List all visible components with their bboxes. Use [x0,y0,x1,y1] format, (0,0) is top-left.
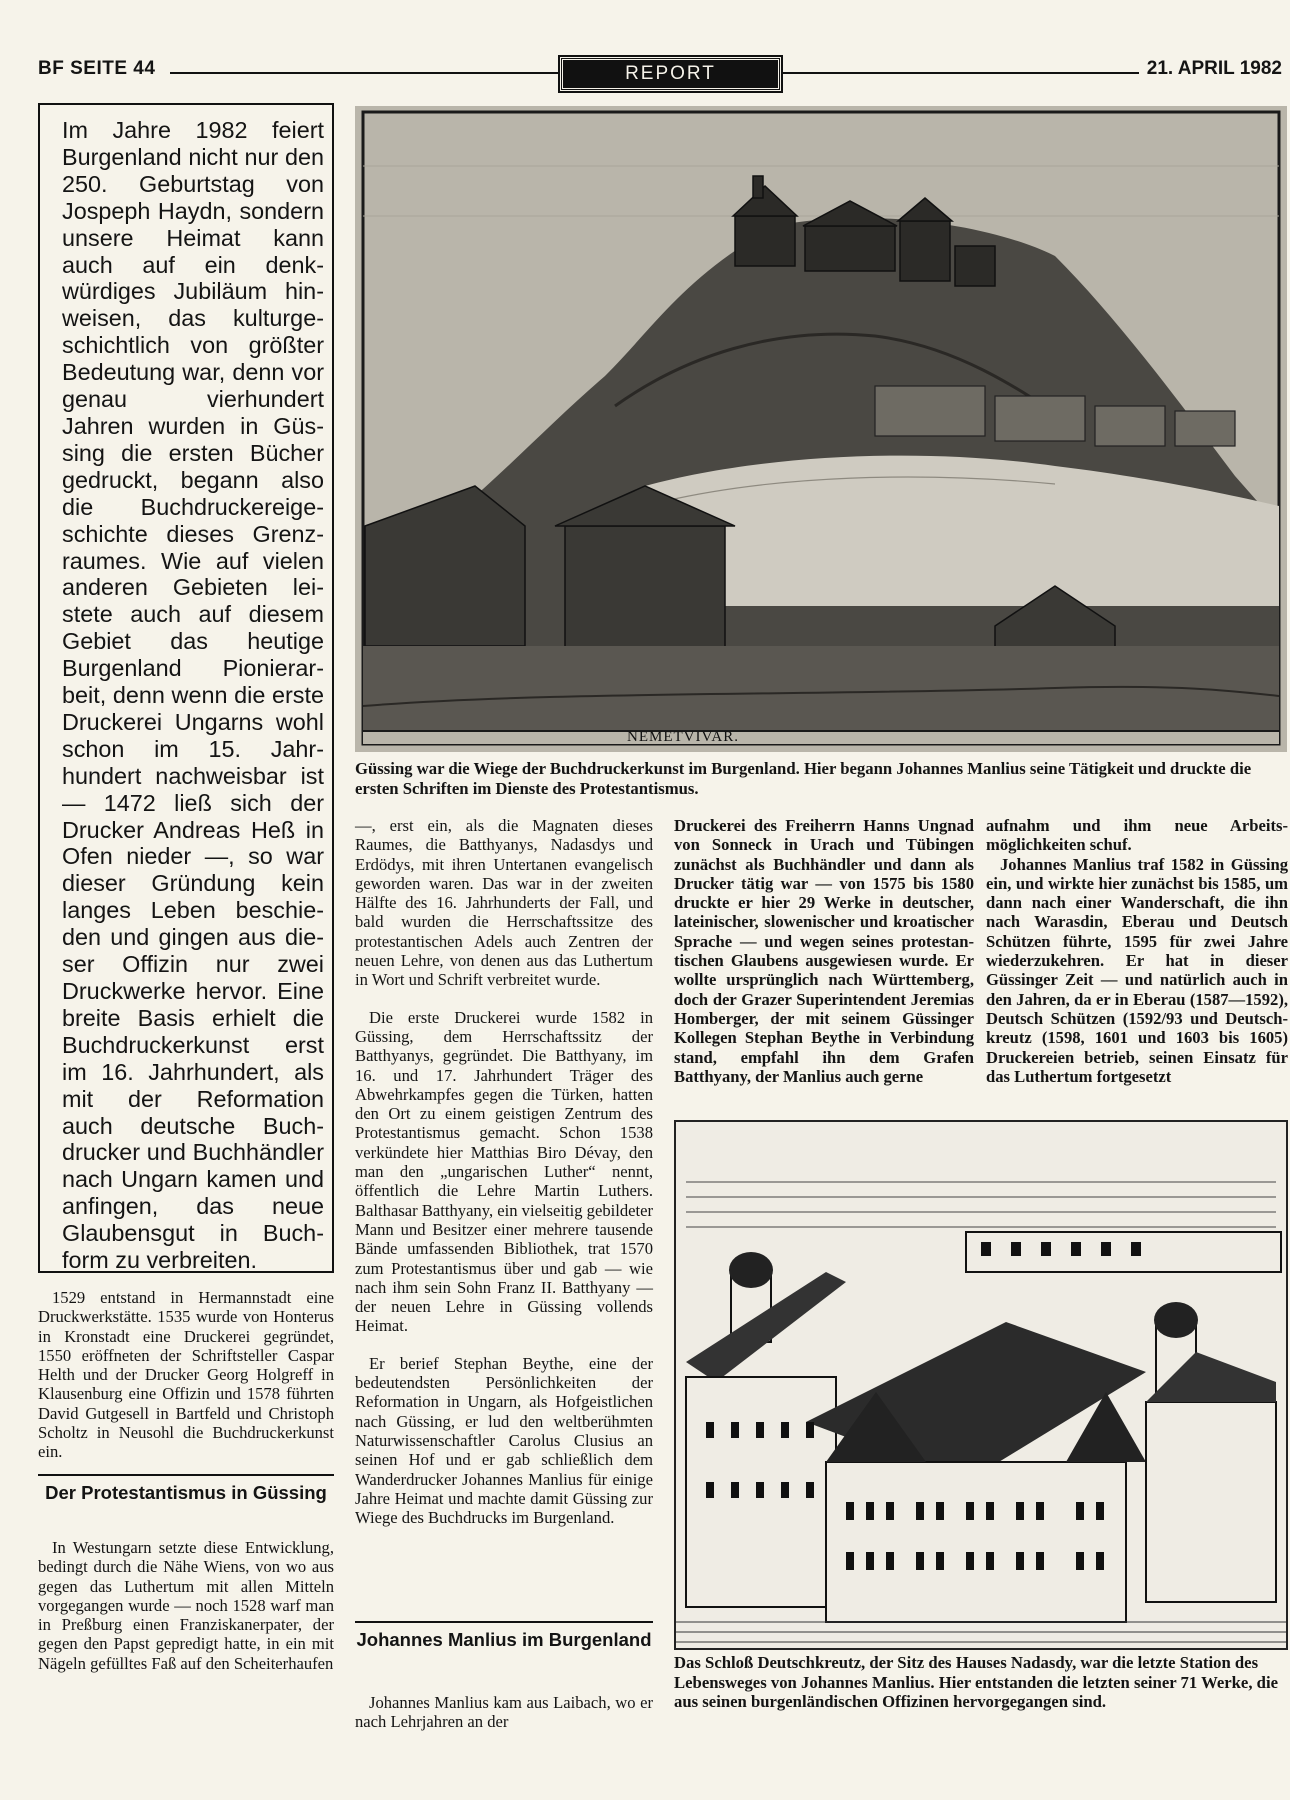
issue-date: 21. APRIL 1982 [1139,58,1282,80]
subhead-protestantismus: Der Protestantismus in Güssing [45,1482,327,1503]
intro-text: Im Jahre 1982 feiert Burgenland nicht nur den 250. Geburtstag von Jospeph Haydn, sondern unsere Heimat kann auch auf ein denkwürdiges Jubiläum hinweisen, das kulturgeschichtlich von größter Bedeutung war, denn vor genau vierhundert Jahren wurden in Güssing die ersten Bücher gedruckt, begann also die Buchdruckereigeschichte dieses Grenzraumes. Wie auf vielen anderen Gebieten leistete auch auf diesem Gebiet das heutige Burgenland Pionierarbeit, denn wenn die erste Druckerei Ungarns wohl schon im 15. Jahrhundert nachweisbar ist — 1472 ließ sich der Drucker Andreas Heß in Ofen nieder —, so war dieser Gründung kein langes Leben beschieden und gingen aus dieser Offizin nur zwei Druckwerke hervor. Eine breite Basis erhielt die Buchdruckerkunst erst im 16. Jahrhundert, als mit der Reformation auch deutsche Buchdrucker und Buchhändler nach Ungarn kamen und anfingen, das neue Glaubensgut in Buchform zu verbreiten. [62,117,324,1274]
paragraph: aufnahm und ihm neue Arbeitsmöglichkeiten schuf. [986,816,1288,855]
intro-box [38,103,334,1273]
deutschkreutz-castle-image [674,1120,1288,1650]
paragraph: —, erst ein, als die Magnaten dieses Raumes, die Batthyanys, Nadasdys und Erdödys, mit ihren Untertanen evangelisch geworden waren. Das war in der zweiten Hälfte des 16. Jahrhunderts der Fall, und bald wurden die Herrschaftssitze des protestantischen Adels auch Zentren der neuen Lehre, von denen aus das Luthertum in Wort und Schrift verbreitet wurde. [355,816,653,990]
column-4 [986,816,1288,1086]
guessing-castle-image [355,106,1287,752]
paragraph: Johannes Manlius traf 1582 in Güssing ein, und wirkte hier zunächst bis 1585, um dann nach einer Wanderschaft, die ihn nach Warasdin, Eberau und Deutsch Schützen führte, 1595 für zwei Jahre wiederzukehren. Er hat in dieser Güssinger Zeit — und natürlich auch in den Jahren, da er in Eberau (1587—1592), Deutsch Schützen (1592/93 und Deutschkreutz (1598, 1601 und 1603 bis 1605) Druckereien betrieb, seinen Einsatz für das Luthertum fortgesetzt [986,854,1288,1086]
paragraph: 1529 entstand in Hermannstadt eine Druckwerkstätte. 1535 wurde von Honterus in Kronstadt eine Druckerei gegründet, 1550 eröffneten der Schriftsteller Caspar Helth und der Drucker Georg Holgreff in Klausenburg eine Offizin und 1578 führten David Gutgesell in Bartfeld und Christoph Scholtz in Neusohl die Buchdruckerkunst ein. [38,1288,334,1462]
subhead-manlius: Johannes Manlius im Burgenland [356,1629,652,1650]
column-3 [674,816,974,1086]
castle-woodcut [676,1122,1286,1648]
subhead-rule [38,1474,334,1476]
column-2 [355,816,653,1527]
section-label: REPORT [560,57,781,91]
column-1 [38,1288,334,1462]
column-1-continued [38,1538,334,1673]
castle-engraving [355,106,1287,752]
page-number: BF SEITE 44 [38,58,163,80]
paragraph: Druckerei des Freiherrn Hanns Ungnad von Sonneck in Urach und Tübingen zunächst als Buchhändler und dann als Drucker tätig war — von 1575 bis 1580 druckte er hier 29 Werke in deutscher, lateinischer, slowenischer und kroatischer Sprache — und wegen seines protestantischen Glaubens ausgewiesen wurde. Er wollte ursprünglich nach Württemberg, doch der Grazer Superintendent Jeremias Homberger, der mit seinem Güssinger Kollegen Stephan Beythe in Verbindung stand, empfahl ihn dem Grafen Batthyany, der Manlius auch gerne [674,816,974,1086]
engraving-label: NEMETVIVAR. [627,729,739,745]
caption-guessing: Güssing war die Wiege der Buchdruckerkunst im Burgenland. Hier begann Johannes Manlius seine Tätigkeit und druckte die ersten Schriften im Dienste des Protestantismus. [355,759,1252,798]
subhead-rule [355,1621,653,1623]
caption-deutschkreutz: Das Schloß Deutschkreutz, der Sitz des Hauses Nadasdy, war die letzte Station des Lebensweges von Johannes Manlius. Hier entstanden die letzten seiner 71 Werke, die aus seinen burgenländischen Offizinen hervorgegangen sind. [674,1653,1278,1712]
column-2-continued [355,1693,653,1732]
paragraph: In Westungarn setzte diese Entwicklung, bedingt durch die Nähe Wiens, von wo aus gegen das Luthertum mit allen Mitteln vorgegangen wurde — noch 1528 warf man in Preßburg einen Franziskanerpater, der gegen den Papst gepredigt hatte, in ein mit Nägeln gefülltes Faß auf den Scheiterhaufen [38,1538,334,1673]
paragraph: Johannes Manlius kam aus Laibach, wo er nach Lehrjahren an der [355,1693,653,1732]
paragraph: Die erste Druckerei wurde 1582 in Güssing, dem Herrschaftssitz der Batthyanys, gegründet. Die Batthyany, im 16. und 17. Jahrhundert Träger des Abwehrkampfes gegen die Türken, hatten den Ort zu einem geistigen Zentrum des Protestantismus gemacht. Schon 1538 verkündete hier Matthias Biro Dévay, den man den „ungarischen Luther“ nennt, öffentlich die Lehre Martin Luthers. Balthasar Batthyany, ein vielseitig gebildeter Mann und Besitzer einer mehrere tausende Bände umfassenden Bibliothek, trat 1570 zum Protestantismus über und gab — wie nach ihm sein Sohn Franz II. Batthyany — der neuen Lehre in Güssing vollends Heimat. [355,1007,653,1336]
paragraph: Er berief Stephan Beythe, eine der bedeutendsten Persönlichkeiten der Reformation in Ungarn, als Hofgeistlichen nach Güssing, er lud den weltberühmten Naturwissenschaftler Carolus Clusius an seinen Hof und er gab schließlich dem Wanderdrucker Johannes Manlius für einige Jahre Heimat und machte damit Güssing zur Wiege des Buchdrucks im Burgenland. [355,1353,653,1528]
